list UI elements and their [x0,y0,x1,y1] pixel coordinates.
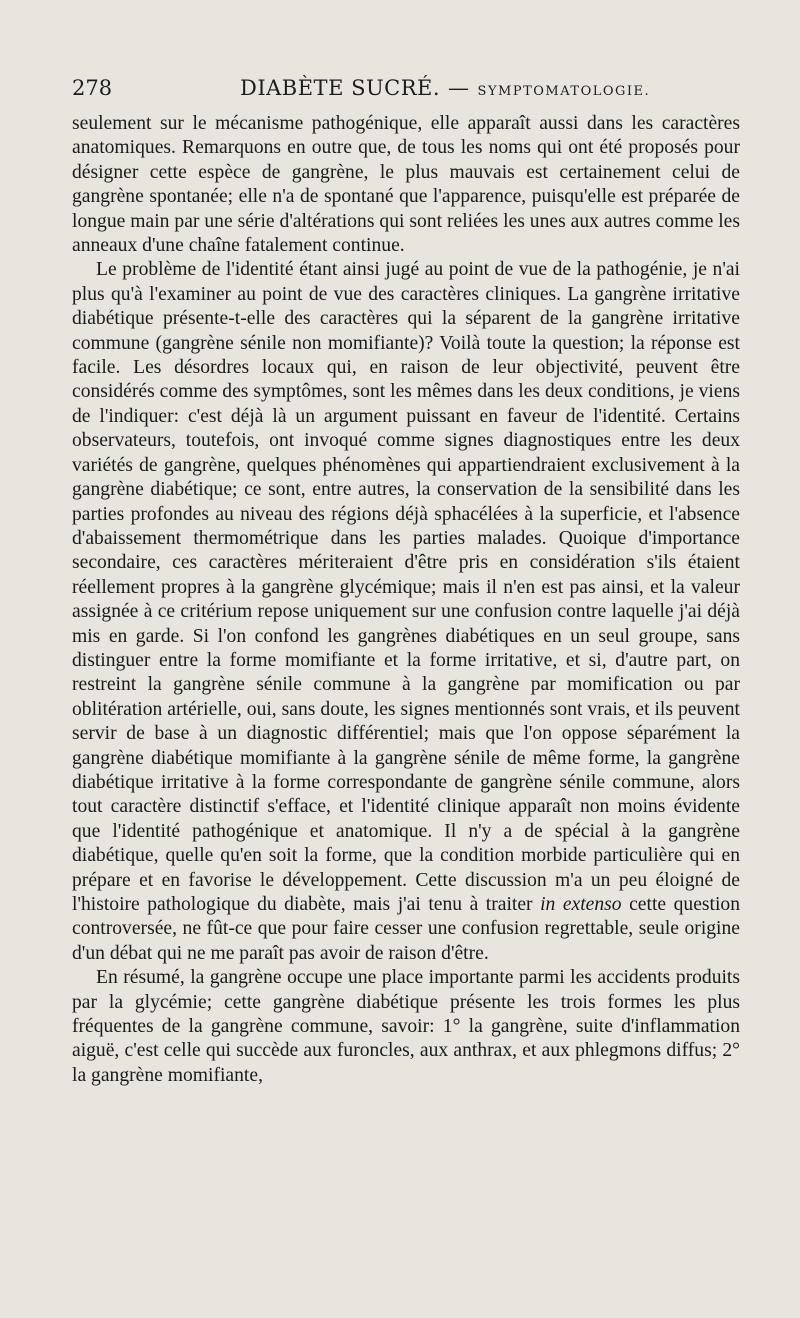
paragraph-2-text-end: cette question controversée, ne fût-ce que pour faire cesser une confusion regrettable, seule origine d'un débat qui ne me paraît pas avoir de raison d'être. [72,894,740,964]
running-header [72,76,740,104]
paragraph-2 [72,258,740,966]
page-number: 278 [72,76,113,100]
paragraph-2-text: Le problème de l'identité étant ainsi jugé au point de vue de la pathogénie, je n'ai plus qu'à l'examiner au point de vue des caractères cliniques. La gangrène irritative diabétique présente-t-elle des caractères qui la séparent de la gangrène irritative commune (gangrène sénile non momifiante)? Voilà toute la question; la réponse est facile. Les désordres locaux qui, en raison de leur objectivité, peuvent être considérés comme des symptômes, sont les mêmes dans les deux conditions, je viens de l'indiquer: c'est déjà là un argument puissant en faveur de l'identité. Certains observateurs, toutefois, ont invoqué comme signes diagnostiques entre les deux variétés de gangrène, quelques phénomènes qui appartiendraient exclusivement à la gangrène diabétique; ce sont, entre autres, la conservation de la sensibilité dans les parties profondes au niveau des régions déjà sphacélées à la superficie, et l'absence d'abaissement thermométrique dans les parties malades. Quoique d'importance secondaire, ces caractères mériteraient d'être pris en considération s'ils étaient réellement propres à la gangrène glycémique; mais il n'en est pas ainsi, et la valeur assignée à ce critérium repose uniquement sur une confusion contre laquelle j'ai déjà mis en garde. Si l'on confond les gangrènes diabétiques en un seul groupe, sans distinguer entre la forme momifiante et la forme irritative, et si, d'autre part, on restreint la gangrène sénile commune à la gangrène par momification ou par oblitération artérielle, oui, sans doute, les signes mentionnés sont vrais, et ils peuvent servir de base à un diagnostic différentiel; mais que l'on oppose séparément la gangrène diabétique momifiante à la gangrène sénile de même forme, la gangrène diabétique irritative à la forme correspondante de gangrène sénile commune, alors tout caractère distinctif s'efface, et l'identité clinique apparaît non moins évidente que l'identité pathogénique et anatomique. Il n'y a de spécial à la gangrène diabétique, quelle qu'en soit la forme, que la condition morbide particulière qui en prépare et en favorise le développement. Cette discussion m'a un peu éloigné de l'histoire pathologique du diabète, mais j'ai tenu à traiter [72,259,740,915]
paragraph-3-text: En résumé, la gangrène occupe une place importante parmi les accidents produits par la glycémie; cette gangrène diabétique présente les trois formes les plus fréquentes de la gangrène commune, savoir: 1° la gangrène, suite d'inflammation aiguë, c'est celle qui succède aux furoncles, aux anthrax, et aux phlegmons diffus; 2° la gangrène momifiante, [72,967,740,1086]
paragraph-1-text: seulement sur le mécanisme pathogénique, elle apparaît aussi dans les caractères anatomiques. Remarquons en outre que, de tous les noms qui ont été proposés pour désigner cette espèce de gangrène, le plus mauvais est certainement celui de gangrène spontanée; elle n'a de spontané que l'apparence, puisqu'elle est préparée de longue main par une série d'altérations qui sont reliées les unes aux autres comme les anneaux d'une chaîne fatalement continue. [72,113,740,257]
book-title: DIABÈTE SUCRÉ. [240,76,441,100]
chapter-subtitle: SYMPTOMATOLOGIE. [477,84,651,99]
paragraph-1 [72,112,740,258]
running-title [240,76,650,100]
title-dash: — [448,76,470,100]
paragraph-3 [72,966,740,1088]
body-text [72,112,740,1088]
paragraph-2-italic: in extenso [540,894,622,915]
